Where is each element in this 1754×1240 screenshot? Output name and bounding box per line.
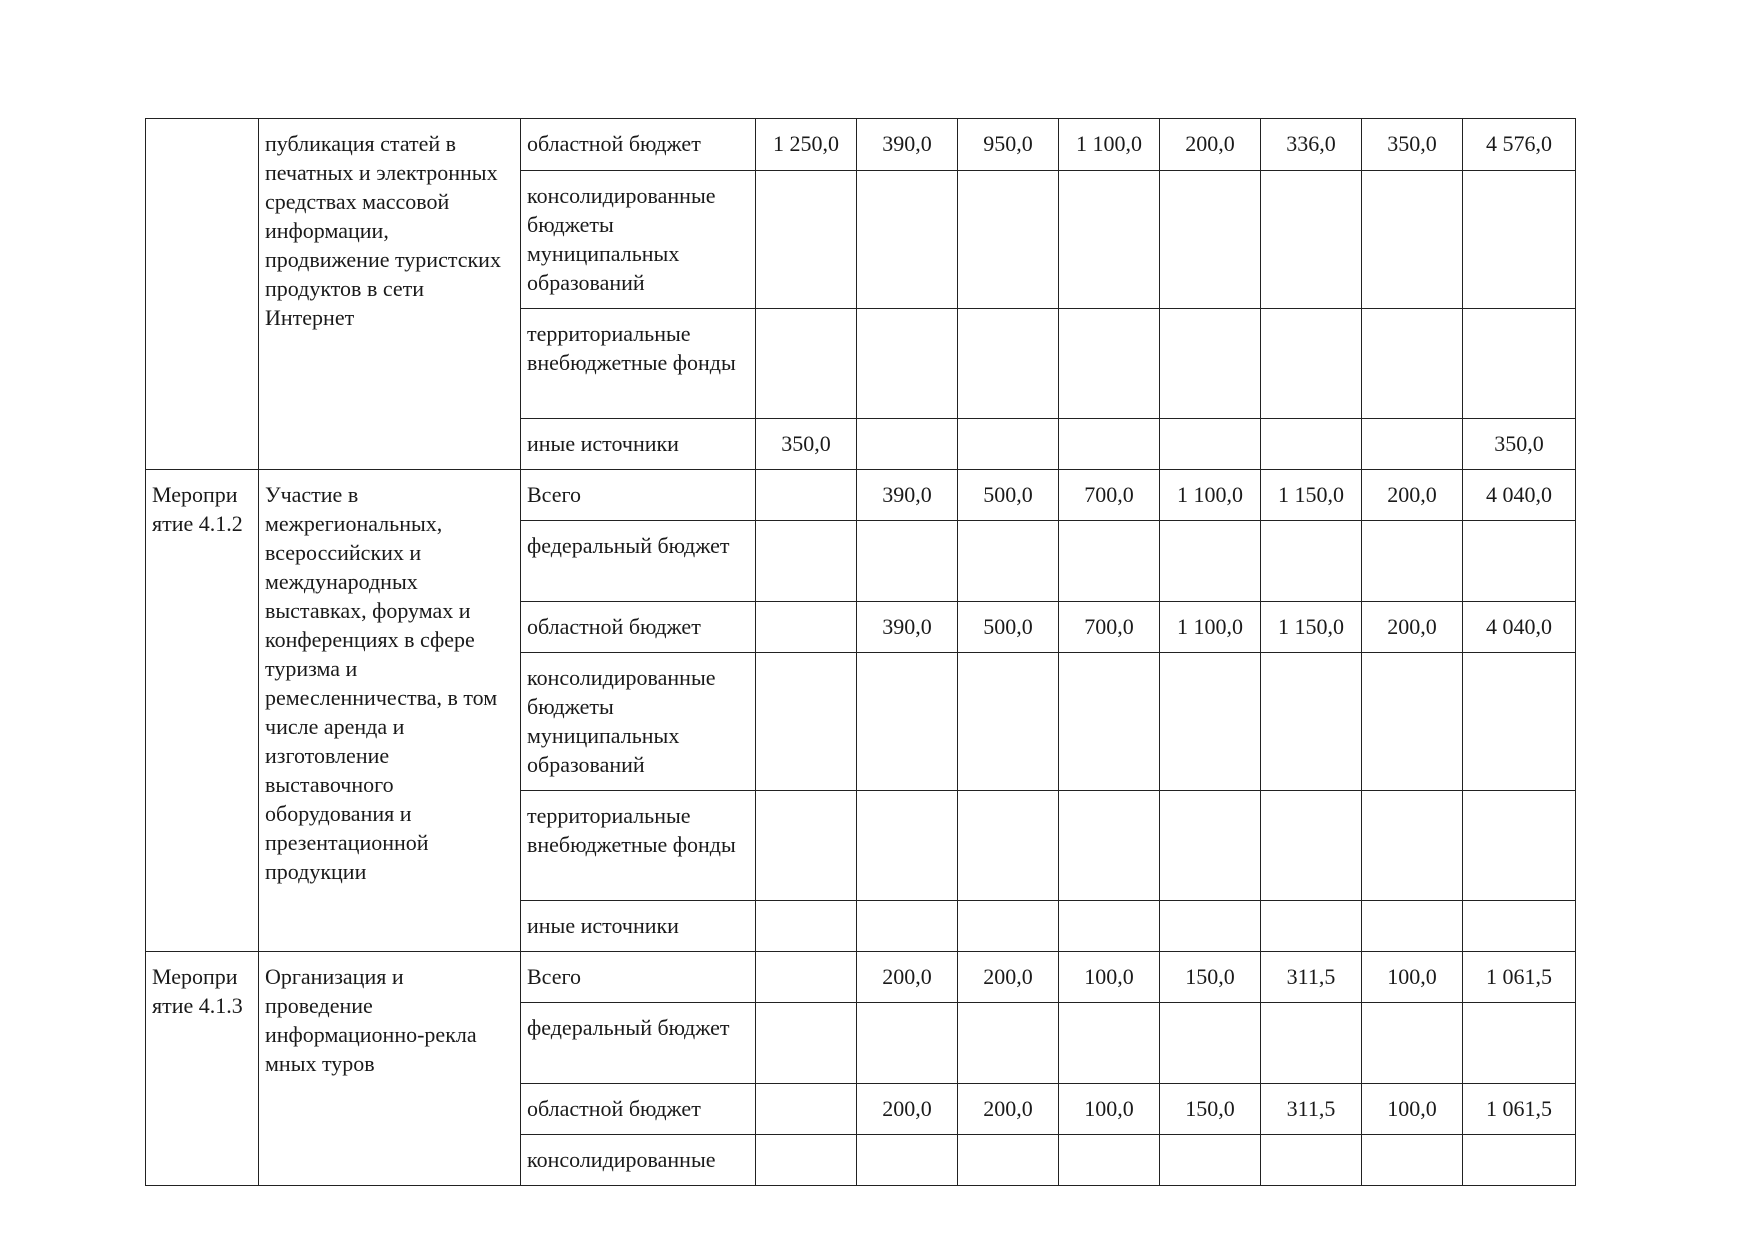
value-cell: 500,0 [958, 470, 1059, 521]
value-cell [958, 901, 1059, 952]
value-cell [756, 309, 857, 419]
value-cell [756, 1084, 857, 1135]
value-cell: 200,0 [958, 952, 1059, 1003]
value-cell [1160, 791, 1261, 901]
value-cell [857, 653, 958, 791]
measure-name-cell [259, 470, 521, 952]
measure-name: публикация статей в печатных и электронных средствах массовой информации, продвижение туристских продуктов в сети Интернет [265, 131, 501, 330]
value-cell [1059, 171, 1160, 309]
funding-source-cell: областной бюджет [521, 119, 756, 171]
value-cell: 4 040,0 [1463, 602, 1576, 653]
value-cell [1463, 653, 1576, 791]
funding-source-cell: Всего [521, 952, 756, 1003]
value-cell [1362, 1135, 1463, 1186]
value-cell: 100,0 [1362, 1084, 1463, 1135]
value-cell [857, 901, 958, 952]
value-cell [1362, 419, 1463, 470]
value-cell: 1 100,0 [1160, 602, 1261, 653]
value-cell: 1 061,5 [1463, 952, 1576, 1003]
value-cell [1463, 1135, 1576, 1186]
funding-source-cell: Всего [521, 470, 756, 521]
measure-name-cell [259, 119, 521, 470]
measure-id: Меропри ятие 4.1.3 [152, 964, 243, 1018]
value-cell [1362, 901, 1463, 952]
value-cell: 200,0 [1362, 470, 1463, 521]
funding-source-cell: консолидированные [521, 1135, 756, 1186]
value-cell: 100,0 [1059, 1084, 1160, 1135]
funding-source-cell: федеральный бюджет [521, 521, 756, 602]
funding-source-cell: территориальные внебюджетные фонды [521, 791, 756, 901]
value-cell [1463, 791, 1576, 901]
measure-name-cell [259, 952, 521, 1186]
value-cell [958, 1003, 1059, 1084]
value-cell [1059, 1003, 1160, 1084]
value-cell: 4 040,0 [1463, 470, 1576, 521]
value-cell: 390,0 [857, 602, 958, 653]
value-cell: 350,0 [1463, 419, 1576, 470]
value-cell [1463, 171, 1576, 309]
value-cell [1362, 171, 1463, 309]
funding-source-cell: иные источники [521, 419, 756, 470]
measure-id-cell [146, 119, 259, 470]
table-row [146, 470, 1576, 521]
value-cell [756, 791, 857, 901]
value-cell [756, 1003, 857, 1084]
value-cell: 700,0 [1059, 470, 1160, 521]
value-cell: 390,0 [857, 119, 958, 171]
value-cell: 700,0 [1059, 602, 1160, 653]
value-cell [756, 653, 857, 791]
funding-source-cell: консолидированные бюджеты муниципальных образований [521, 653, 756, 791]
value-cell [1463, 1003, 1576, 1084]
value-cell [958, 171, 1059, 309]
value-cell: 200,0 [1362, 602, 1463, 653]
value-cell [1160, 309, 1261, 419]
value-cell: 100,0 [1362, 952, 1463, 1003]
value-cell: 4 576,0 [1463, 119, 1576, 171]
value-cell: 1 150,0 [1261, 470, 1362, 521]
value-cell [1059, 309, 1160, 419]
value-cell [1362, 791, 1463, 901]
value-cell: 200,0 [857, 952, 958, 1003]
value-cell [756, 952, 857, 1003]
value-cell [1059, 521, 1160, 602]
measure-id-cell [146, 470, 259, 952]
value-cell [1160, 901, 1261, 952]
value-cell [756, 901, 857, 952]
value-cell [958, 1135, 1059, 1186]
funding-source-cell: территориальные внебюджетные фонды [521, 309, 756, 419]
value-cell [958, 653, 1059, 791]
value-cell: 336,0 [1261, 119, 1362, 171]
value-cell [857, 419, 958, 470]
value-cell [1059, 653, 1160, 791]
measure-name: Участие в межрегиональных, всероссийских и международных выставках, форумах и конференциях в сфере туризма и ремесленничества, в том числе аренда и изготовление выставочного оборудования и презентационной продукции [265, 482, 498, 884]
value-cell [1059, 791, 1160, 901]
value-cell [958, 419, 1059, 470]
table-row [146, 952, 1576, 1003]
value-cell: 200,0 [857, 1084, 958, 1135]
value-cell [1160, 1003, 1261, 1084]
funding-source-cell: иные источники [521, 901, 756, 952]
value-cell [1059, 1135, 1160, 1186]
value-cell [756, 1135, 857, 1186]
value-cell [1362, 653, 1463, 791]
value-cell [1261, 171, 1362, 309]
value-cell: 150,0 [1160, 952, 1261, 1003]
value-cell [756, 171, 857, 309]
value-cell [1261, 1135, 1362, 1186]
value-cell [1362, 521, 1463, 602]
value-cell [1160, 419, 1261, 470]
funding-source-cell: областной бюджет [521, 602, 756, 653]
value-cell: 350,0 [1362, 119, 1463, 171]
value-cell [1160, 653, 1261, 791]
value-cell: 200,0 [1160, 119, 1261, 171]
funding-source-cell: консолидированные бюджеты муниципальных образований [521, 171, 756, 309]
value-cell [1261, 653, 1362, 791]
value-cell [756, 602, 857, 653]
value-cell [1160, 1135, 1261, 1186]
value-cell [857, 1135, 958, 1186]
value-cell [1160, 171, 1261, 309]
value-cell: 350,0 [756, 419, 857, 470]
value-cell [1160, 521, 1261, 602]
value-cell [857, 1003, 958, 1084]
value-cell [1059, 419, 1160, 470]
value-cell: 1 100,0 [1059, 119, 1160, 171]
value-cell [857, 171, 958, 309]
measure-id: Меропри ятие 4.1.2 [152, 482, 243, 536]
value-cell [1362, 1003, 1463, 1084]
value-cell: 311,5 [1261, 1084, 1362, 1135]
value-cell [756, 521, 857, 602]
measure-name: Организация и проведение информационно-рекла мных туров [265, 964, 477, 1076]
value-cell: 950,0 [958, 119, 1059, 171]
budget-table [145, 118, 1576, 1186]
value-cell [958, 309, 1059, 419]
value-cell [1261, 901, 1362, 952]
table-body [146, 119, 1576, 1186]
value-cell [1362, 309, 1463, 419]
value-cell [1261, 791, 1362, 901]
value-cell [1463, 309, 1576, 419]
value-cell [756, 470, 857, 521]
measure-id-cell [146, 952, 259, 1186]
value-cell: 390,0 [857, 470, 958, 521]
value-cell: 1 100,0 [1160, 470, 1261, 521]
value-cell: 1 250,0 [756, 119, 857, 171]
value-cell [857, 309, 958, 419]
value-cell [1261, 309, 1362, 419]
value-cell: 150,0 [1160, 1084, 1261, 1135]
funding-source-cell: федеральный бюджет [521, 1003, 756, 1084]
value-cell [1463, 521, 1576, 602]
value-cell [958, 521, 1059, 602]
value-cell [958, 791, 1059, 901]
value-cell [1261, 521, 1362, 602]
value-cell [1261, 1003, 1362, 1084]
value-cell: 1 150,0 [1261, 602, 1362, 653]
value-cell [1463, 901, 1576, 952]
value-cell [1059, 901, 1160, 952]
value-cell: 100,0 [1059, 952, 1160, 1003]
value-cell: 1 061,5 [1463, 1084, 1576, 1135]
value-cell [1261, 419, 1362, 470]
funding-source-cell: областной бюджет [521, 1084, 756, 1135]
value-cell: 200,0 [958, 1084, 1059, 1135]
value-cell [857, 521, 958, 602]
value-cell: 500,0 [958, 602, 1059, 653]
value-cell [857, 791, 958, 901]
table-row [146, 119, 1576, 171]
value-cell: 311,5 [1261, 952, 1362, 1003]
